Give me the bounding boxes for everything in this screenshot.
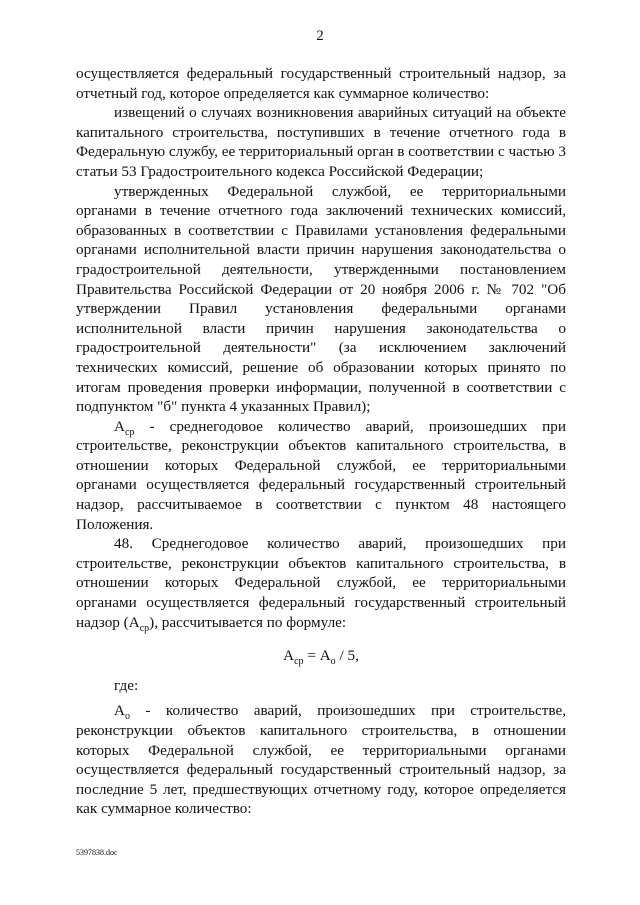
footer-filename: 5397838.doc [76,848,118,857]
symbol-a: А [114,417,125,435]
paragraph-2: извещений о случаях возникновения аварийных ситуаций на объекте капитального строительства, поступивших в течение отчетного года в Федеральную службу, ее территориальный орган в соответствии с частью 3 статьи 53 Градостроительного кодекса Российской Федерации; [76,104,566,180]
page-number: 2 [316,28,324,44]
symbol-sub: о [124,711,130,723]
formula: $А_{ср} = А_о / 5$, [283,647,359,668]
paragraph-3: утвержденных Федеральной службой, ее территориальными органами в течение отчетного года заключений технических комиссий, образованных в соответствии с Правилами установления федеральными органами исполнительной власти причин нарушения законодательства о градостроительной деятельности, утвержденными постановлением Правительства Российской Федерации от 20 ноября 2006 г. № 702 "Об утверждении Правил установления федеральными органами исполнительной власти причин нарушения законодательства о градостроительной деятельности" (за исключением заключений технических комиссий, решение об образовании которых принято по итогам проведения проверки информации, полученной в соответствии с подпунктом "б" пункта 4 указанных Правил); [76,182,566,416]
paragraph-5-end: ), рассчитывается по формуле: [149,613,347,631]
document-body [76,64,566,819]
where-label: где: [114,676,139,694]
symbol-a: А [114,702,125,720]
paragraph-4 [76,417,566,535]
paragraph-5-text: 48. Среднегодовое количество аварий, произошедших при строительстве, реконструкции объектов капитального строительства, в отношении которых Федеральной службой, ее территориальными органами осуществляется федеральный государственный строительный надзор (А [76,535,566,631]
paragraph-1: осуществляется федеральный государственный строительный надзор, за отчетный год, которое определяется как суммарное количество: [76,65,566,102]
symbol-sub: ср [139,622,150,634]
paragraph-6 [76,701,566,819]
paragraph-5 [76,534,566,632]
paragraph-6-text: - количество аварий, произошедших при строительстве, реконструкции объектов капитального строительства, в отношении которых Федеральной службой, ее территориальными органами осуществляется федеральный государственный строительный надзор, за последние 5 лет, предшествующих отчетному году, которое определяется как суммарное количество: [76,702,566,818]
paragraph-4-text: - среднегодовое количество аварий, произошедших при строительстве, реконструкции объектов капитального строительства, в отношении которых Федеральной службой, ее территориальными органами осуществляется федеральный государственный строительный надзор, рассчитываемое в соответствии с пунктом 48 настоящего Положения. [76,417,566,533]
symbol-sub: ср [124,426,135,438]
